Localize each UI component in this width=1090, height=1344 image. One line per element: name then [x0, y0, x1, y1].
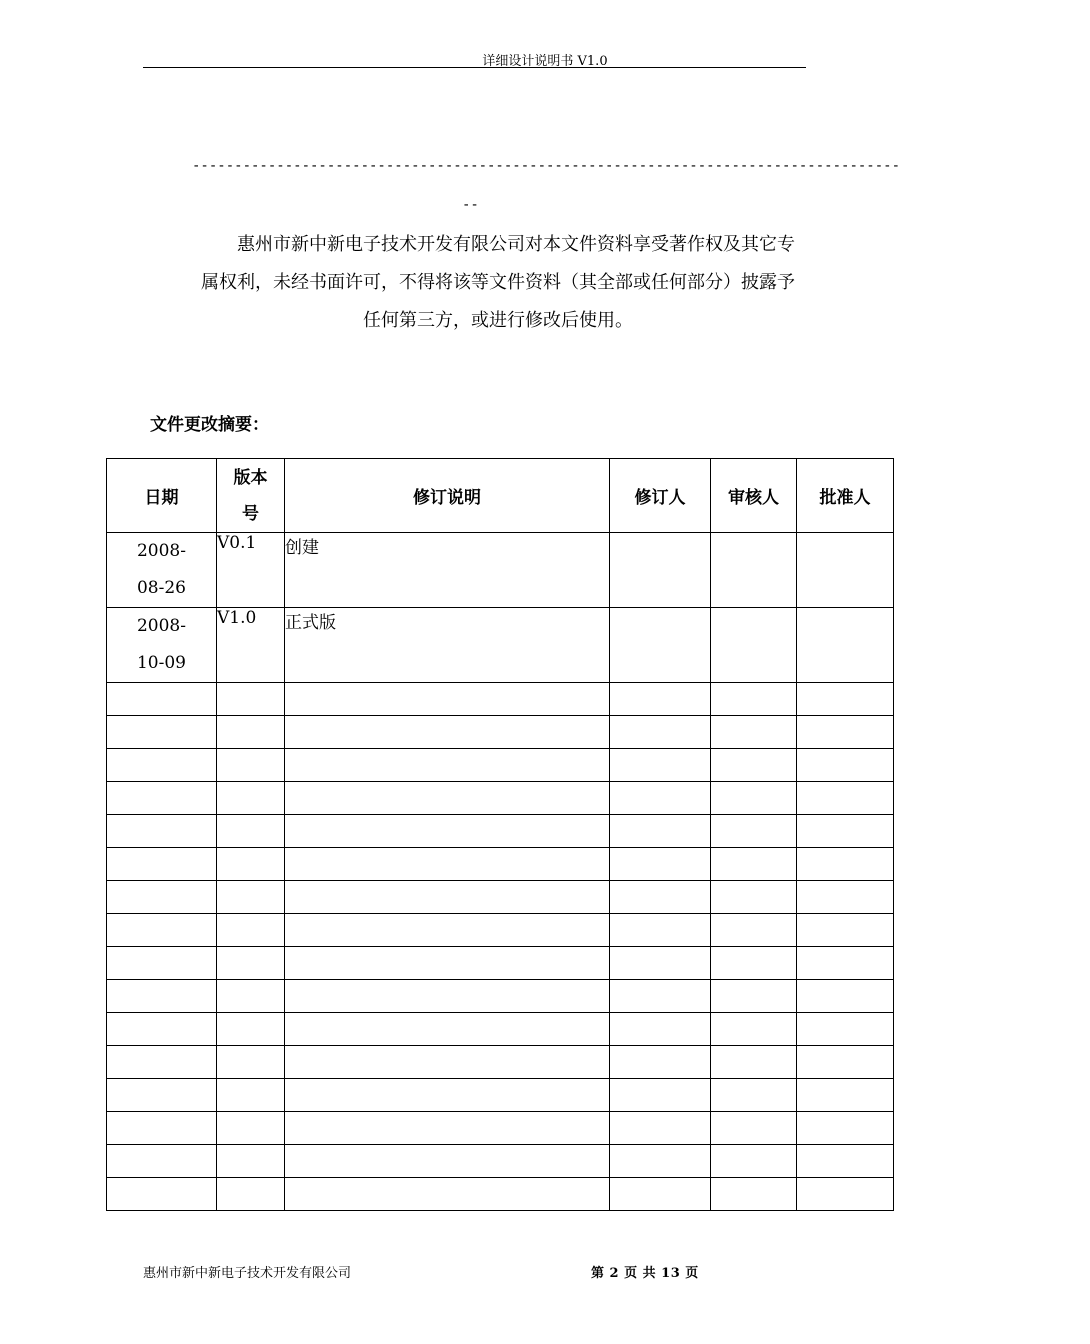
empty-cell	[797, 848, 894, 881]
empty-cell	[285, 1013, 610, 1046]
empty-table-row	[107, 1013, 894, 1046]
header-version-line2: 号	[242, 503, 259, 524]
empty-table-row	[107, 716, 894, 749]
empty-cell	[610, 815, 711, 848]
empty-cell	[610, 1145, 711, 1178]
empty-cell	[107, 848, 217, 881]
empty-cell	[610, 1046, 711, 1079]
empty-table-row	[107, 1178, 894, 1211]
cell-reviser	[610, 608, 711, 683]
empty-table-row	[107, 914, 894, 947]
empty-cell	[285, 1046, 610, 1079]
empty-cell	[107, 1145, 217, 1178]
empty-cell	[107, 1013, 217, 1046]
empty-cell	[285, 782, 610, 815]
empty-cell	[107, 980, 217, 1013]
revision-table	[106, 458, 894, 1211]
empty-cell	[217, 815, 285, 848]
empty-cell	[711, 1079, 797, 1112]
empty-cell	[217, 749, 285, 782]
empty-table-row	[107, 881, 894, 914]
header-approver: 批准人	[797, 459, 894, 533]
empty-cell	[797, 749, 894, 782]
empty-table-row	[107, 1046, 894, 1079]
empty-cell	[285, 881, 610, 914]
empty-table-row	[107, 683, 894, 716]
cell-reviewer	[711, 533, 797, 608]
empty-cell	[107, 881, 217, 914]
cell-approver	[797, 533, 894, 608]
header-description: 修订说明	[285, 459, 610, 533]
empty-cell	[107, 815, 217, 848]
empty-table-row	[107, 815, 894, 848]
empty-cell	[217, 1145, 285, 1178]
empty-cell	[797, 1178, 894, 1211]
header-version-line1: 版本	[233, 467, 268, 488]
empty-table-row	[107, 980, 894, 1013]
empty-cell	[217, 914, 285, 947]
empty-cell	[610, 683, 711, 716]
empty-cell	[711, 980, 797, 1013]
empty-cell	[711, 1013, 797, 1046]
footer-company: 惠州市新中新电子技术开发有限公司	[143, 1266, 352, 1281]
empty-cell	[217, 947, 285, 980]
empty-cell	[797, 716, 894, 749]
empty-cell	[107, 782, 217, 815]
empty-cell	[797, 881, 894, 914]
empty-cell	[711, 947, 797, 980]
empty-cell	[285, 914, 610, 947]
empty-cell	[285, 1112, 610, 1145]
empty-cell	[107, 749, 217, 782]
empty-cell	[107, 683, 217, 716]
empty-cell	[797, 1079, 894, 1112]
empty-table-row	[107, 1145, 894, 1178]
cell-version: V1.0	[217, 608, 285, 683]
empty-cell	[217, 1046, 285, 1079]
empty-cell	[217, 716, 285, 749]
cell-date	[107, 608, 217, 683]
empty-cell	[797, 683, 894, 716]
empty-cell	[285, 1145, 610, 1178]
header-divider	[143, 67, 806, 68]
empty-cell	[217, 683, 285, 716]
separator-dashes: ------------------------------------------------------------------------------------	[192, 158, 901, 174]
empty-cell	[711, 716, 797, 749]
empty-cell	[217, 848, 285, 881]
empty-cell	[107, 1046, 217, 1079]
empty-cell	[711, 1178, 797, 1211]
table-row	[107, 608, 894, 683]
empty-cell	[711, 1145, 797, 1178]
empty-cell	[285, 947, 610, 980]
empty-cell	[107, 914, 217, 947]
cell-description: 创建	[285, 533, 610, 608]
empty-cell	[711, 881, 797, 914]
header-date: 日期	[107, 459, 217, 533]
empty-cell	[711, 848, 797, 881]
empty-cell	[797, 914, 894, 947]
empty-cell	[797, 815, 894, 848]
empty-cell	[797, 947, 894, 980]
empty-cell	[797, 1112, 894, 1145]
empty-cell	[711, 1112, 797, 1145]
cell-date-line2: 10-09	[136, 653, 186, 673]
empty-cell	[285, 815, 610, 848]
empty-table-row	[107, 848, 894, 881]
empty-cell	[217, 1112, 285, 1145]
empty-cell	[610, 716, 711, 749]
empty-cell	[217, 1013, 285, 1046]
empty-cell	[107, 1178, 217, 1211]
cell-date-line1: 2008-	[136, 541, 186, 561]
empty-cell	[107, 1112, 217, 1145]
change-summary-title: 文件更改摘要：	[150, 415, 269, 435]
empty-cell	[711, 782, 797, 815]
empty-cell	[610, 947, 711, 980]
empty-cell	[217, 782, 285, 815]
empty-cell	[610, 914, 711, 947]
empty-cell	[610, 782, 711, 815]
separator-dashes-tail: --	[462, 197, 479, 213]
empty-cell	[107, 947, 217, 980]
header-reviser: 修订人	[610, 459, 711, 533]
table-header-row	[107, 459, 894, 533]
header-version	[217, 459, 285, 533]
empty-cell	[711, 683, 797, 716]
empty-cell	[797, 980, 894, 1013]
empty-cell	[610, 1079, 711, 1112]
footer-page-number: 第 2 页 共 13 页	[591, 1266, 699, 1281]
empty-cell	[610, 1112, 711, 1145]
empty-cell	[107, 1079, 217, 1112]
table-row	[107, 533, 894, 608]
empty-table-row	[107, 1112, 894, 1145]
empty-cell	[610, 749, 711, 782]
empty-cell	[797, 782, 894, 815]
empty-cell	[797, 1145, 894, 1178]
empty-cell	[610, 881, 711, 914]
empty-table-row	[107, 782, 894, 815]
empty-cell	[797, 1013, 894, 1046]
empty-cell	[285, 1178, 610, 1211]
copyright-notice	[200, 226, 796, 340]
empty-cell	[285, 848, 610, 881]
empty-cell	[711, 1046, 797, 1079]
empty-cell	[610, 1013, 711, 1046]
header-reviewer: 审核人	[711, 459, 797, 533]
empty-cell	[610, 980, 711, 1013]
empty-cell	[285, 1079, 610, 1112]
empty-table-row	[107, 1079, 894, 1112]
empty-cell	[217, 1178, 285, 1211]
empty-cell	[610, 1178, 711, 1211]
empty-cell	[711, 815, 797, 848]
cell-approver	[797, 608, 894, 683]
empty-cell	[610, 848, 711, 881]
empty-cell	[217, 881, 285, 914]
empty-cell	[711, 749, 797, 782]
page-header-title: 详细设计说明书 V1.0	[482, 54, 608, 69]
empty-table-row	[107, 947, 894, 980]
empty-cell	[797, 1046, 894, 1079]
empty-cell	[285, 980, 610, 1013]
cell-date	[107, 533, 217, 608]
empty-cell	[285, 749, 610, 782]
empty-cell	[285, 716, 610, 749]
cell-date-line1: 2008-	[136, 616, 186, 636]
empty-cell	[711, 914, 797, 947]
cell-description: 正式版	[285, 608, 610, 683]
empty-cell	[217, 980, 285, 1013]
empty-cell	[217, 1079, 285, 1112]
cell-reviewer	[711, 608, 797, 683]
empty-cell	[107, 716, 217, 749]
copyright-notice-text: 惠州市新中新电子技术开发有限公司对本文件资料享受著作权及其它专属权利，未经书面许可，不得将该等文件资料（其全部或任何部分）披露予任何第三方，或进行修改后使用。	[201, 234, 795, 331]
empty-table-row	[107, 749, 894, 782]
empty-cell	[285, 683, 610, 716]
empty-rows	[107, 683, 894, 1211]
cell-date-line2: 08-26	[136, 578, 186, 598]
cell-reviser	[610, 533, 711, 608]
cell-version: V0.1	[217, 533, 285, 608]
